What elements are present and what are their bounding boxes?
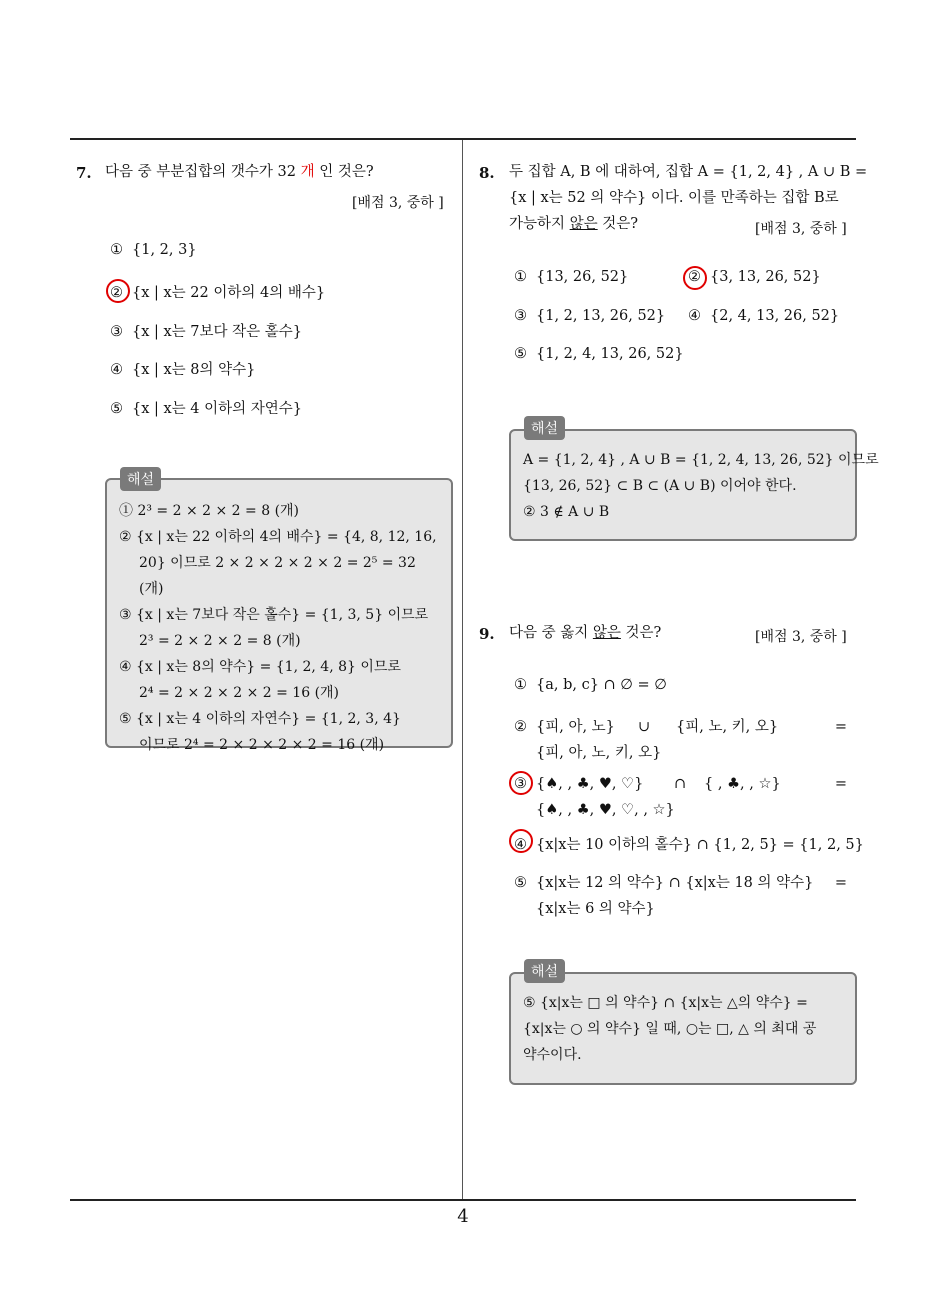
answer-mark-circle (509, 771, 533, 795)
bottom-rule (70, 1199, 856, 1201)
choice-4[interactable]: ④ {x|x는 10 이하의 홀수} ∩ {1, 2, 5} = {1, 2, 5} (514, 837, 864, 853)
choice-1[interactable]: ① {a, b, c} ∩ ∅ = ∅ (514, 677, 667, 693)
solution-line: {13, 26, 52} ⊂ B ⊂ (A ∪ B) 이어야 한다. (523, 478, 797, 494)
solution-line: A = {1, 2, 4} , A ∪ B = {1, 2, 4, 13, 26, 52} 이므로 (523, 452, 879, 468)
score-difficulty: [배점 3, 중하 ] (755, 221, 847, 237)
choice-2[interactable]: ② {x | x는 22 이하의 4의 배수} (110, 285, 326, 301)
solution-line: 이므로 2⁴ = 2 × 2 × 2 × 2 = 16 (개) (139, 737, 385, 753)
score-difficulty: [배점 3, 중하 ] (352, 195, 444, 211)
answer-mark-circle (683, 266, 707, 290)
solution-tag: 해설 (524, 959, 565, 983)
solution-line: ③ {x | x는 7보다 작은 홀수} = {1, 3, 5} 이므로 (119, 607, 429, 623)
question-text: 다음 중 부분집합의 갯수가 32 개 인 것은? (105, 164, 374, 180)
solution-line: ④ {x | x는 8의 약수} = {1, 2, 4, 8} 이므로 (119, 659, 401, 675)
answer-mark-circle (509, 829, 533, 853)
answer-mark-circle (106, 279, 130, 303)
solution-box (105, 478, 453, 753)
choice-5[interactable]: ⑤ {x | x는 4 이하의 자연수} (110, 401, 303, 417)
choice-4[interactable]: ④ {2, 4, 13, 26, 52} (688, 308, 840, 324)
choice-5[interactable]: ⑤ {1, 2, 4, 13, 26, 52} (514, 346, 684, 362)
choice-1[interactable]: ① {13, 26, 52} (514, 269, 629, 285)
solution-tag: 해설 (524, 416, 565, 440)
solution-tag: 해설 (120, 467, 161, 491)
solution-line: ⑤ {x | x는 4 이하의 자연수} = {1, 2, 3, 4} (119, 711, 401, 727)
choice-3[interactable]: ③ {x | x는 7보다 작은 홀수} (110, 324, 303, 340)
solution-box (509, 972, 857, 1085)
solution-line: 약수이다. (523, 1047, 582, 1063)
solution-line: ① 2³ = 2 × 2 × 2 = 8 (개) (119, 503, 300, 519)
solution-line: ⑤ {x|x는 □ 의 약수} ∩ {x|x는 △의 약수} = (523, 995, 808, 1011)
solution-line: 2⁴ = 2 × 2 × 2 × 2 = 16 (개) (139, 685, 340, 701)
solution-line: ② 3 ∉ A ∪ B (523, 504, 610, 520)
solution-line: ② {x | x는 22 이하의 4의 배수} = {4, 8, 12, 16, (119, 529, 437, 545)
highlight-word: 개 (300, 164, 315, 180)
choice-4[interactable]: ④ {x | x는 8의 약수} (110, 362, 256, 378)
solution-line: 2³ = 2 × 2 × 2 = 8 (개) (139, 633, 301, 649)
page-number: 4 (457, 1206, 469, 1227)
choice-1[interactable]: ① {1, 2, 3} (110, 242, 197, 258)
top-rule (70, 138, 856, 140)
solution-line: {x|x는 ○ 의 약수} 일 때, ○는 □, △ 의 최대 공 (523, 1021, 817, 1037)
choice-2[interactable]: ② {피, 아, 노} ∪ {피, 노, 키, 오} = {피, 아, 노, 키, 오} (514, 719, 847, 761)
column-divider (462, 140, 463, 1200)
choice-2[interactable]: ② {3, 13, 26, 52} (688, 269, 821, 285)
question-number: 9. (479, 625, 495, 643)
score-difficulty: [배점 3, 중하 ] (755, 629, 847, 645)
question-text: 다음 중 옳지 않은 것은? (509, 625, 662, 641)
choice-3[interactable]: ③ {♠, , ♣, ♥, ♡} ∩ { , ♣, , ☆} = {♠, , ♣, ♥, ♡, , ☆} (514, 776, 847, 818)
solution-line: 20} 이므로 2 × 2 × 2 × 2 × 2 = 2⁵ = 32 (개) (139, 555, 416, 597)
question-number: 8. (479, 164, 495, 182)
question-number: 7. (76, 164, 92, 182)
question-text: 두 집합 A, B 에 대하여, 집합 A = {1, 2, 4} , A ∪ B = {x | x는 52 의 약수} 이다. 이를 만족하는 집합 B로 가능하지 않은 것은? (509, 164, 868, 232)
choice-3[interactable]: ③ {1, 2, 13, 26, 52} (514, 308, 666, 324)
solution-box (509, 429, 879, 541)
choice-5[interactable]: ⑤ {x|x는 12 의 약수} ∩ {x|x는 18 의 약수} = {x|x는 6 의 약수} (514, 875, 847, 917)
